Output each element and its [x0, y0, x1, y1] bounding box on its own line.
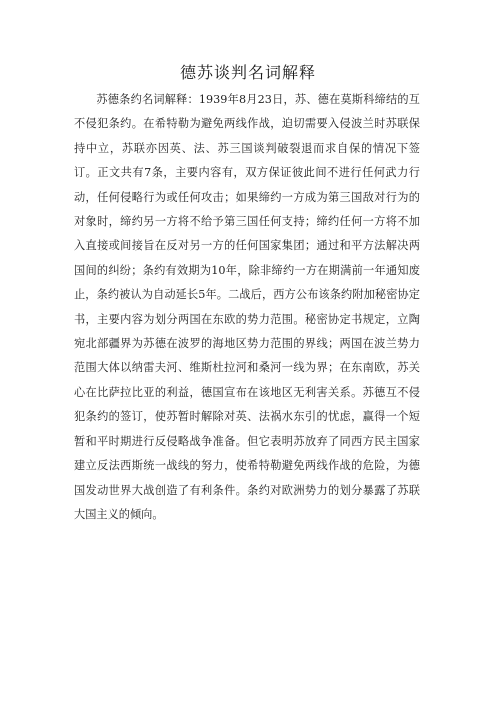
- document-paragraph: 苏德条约名词解释：1939年8月23日，苏、德在莫斯科缔结的互不侵犯条约。在希特勒为避免两线作战，迫切需要入侵波兰时苏联保持中立，苏联亦因英、法、苏三国谈判破裂退而求自保的情况下签订。正文共有7条，主要内容有，双方保证彼此间不进行任何武力行动，任何侵略行为或任何攻击；如果缔约一方成为第三国敌对行为的对象时，缔约另一方将不给予第三国任何支持；缔约任何一方将不加入直接或间接旨在反对另一方的任何国家集团；通过和平方法解决两国间的纠纷；条约有效期为10年，除非缔约一方在期满前一年通知废止，条约被认为自动延长5年。二战后，西方公布该条约附加秘密协定书，主要内容为划分两国在东欧的势力范围。秘密协定书规定，立陶宛北部疆界为苏德在波罗的海地区势力范围的界线；两国在波兰势力范围大体以纳雷夫河、维斯杜拉河和桑河一线为界；在东南欧，苏关心在比萨拉比亚的利益，德国宣布在该地区无利害关系。苏德互不侵犯条约的签订，使苏暂时解除对英、法祸水东引的忧虑，赢得一个短暂和平时期进行反侵略战争准备。但它表明苏放弃了同西方民主国家建立反法西斯统一战线的努力，使希特勒避免两线作战的危险，为德国发动世界大战创造了有利条件。条约对欧洲势力的划分暴露了苏联大国主义的倾向。: [74, 93, 420, 521]
- document-title: 德苏谈判名词解释: [179, 63, 316, 82]
